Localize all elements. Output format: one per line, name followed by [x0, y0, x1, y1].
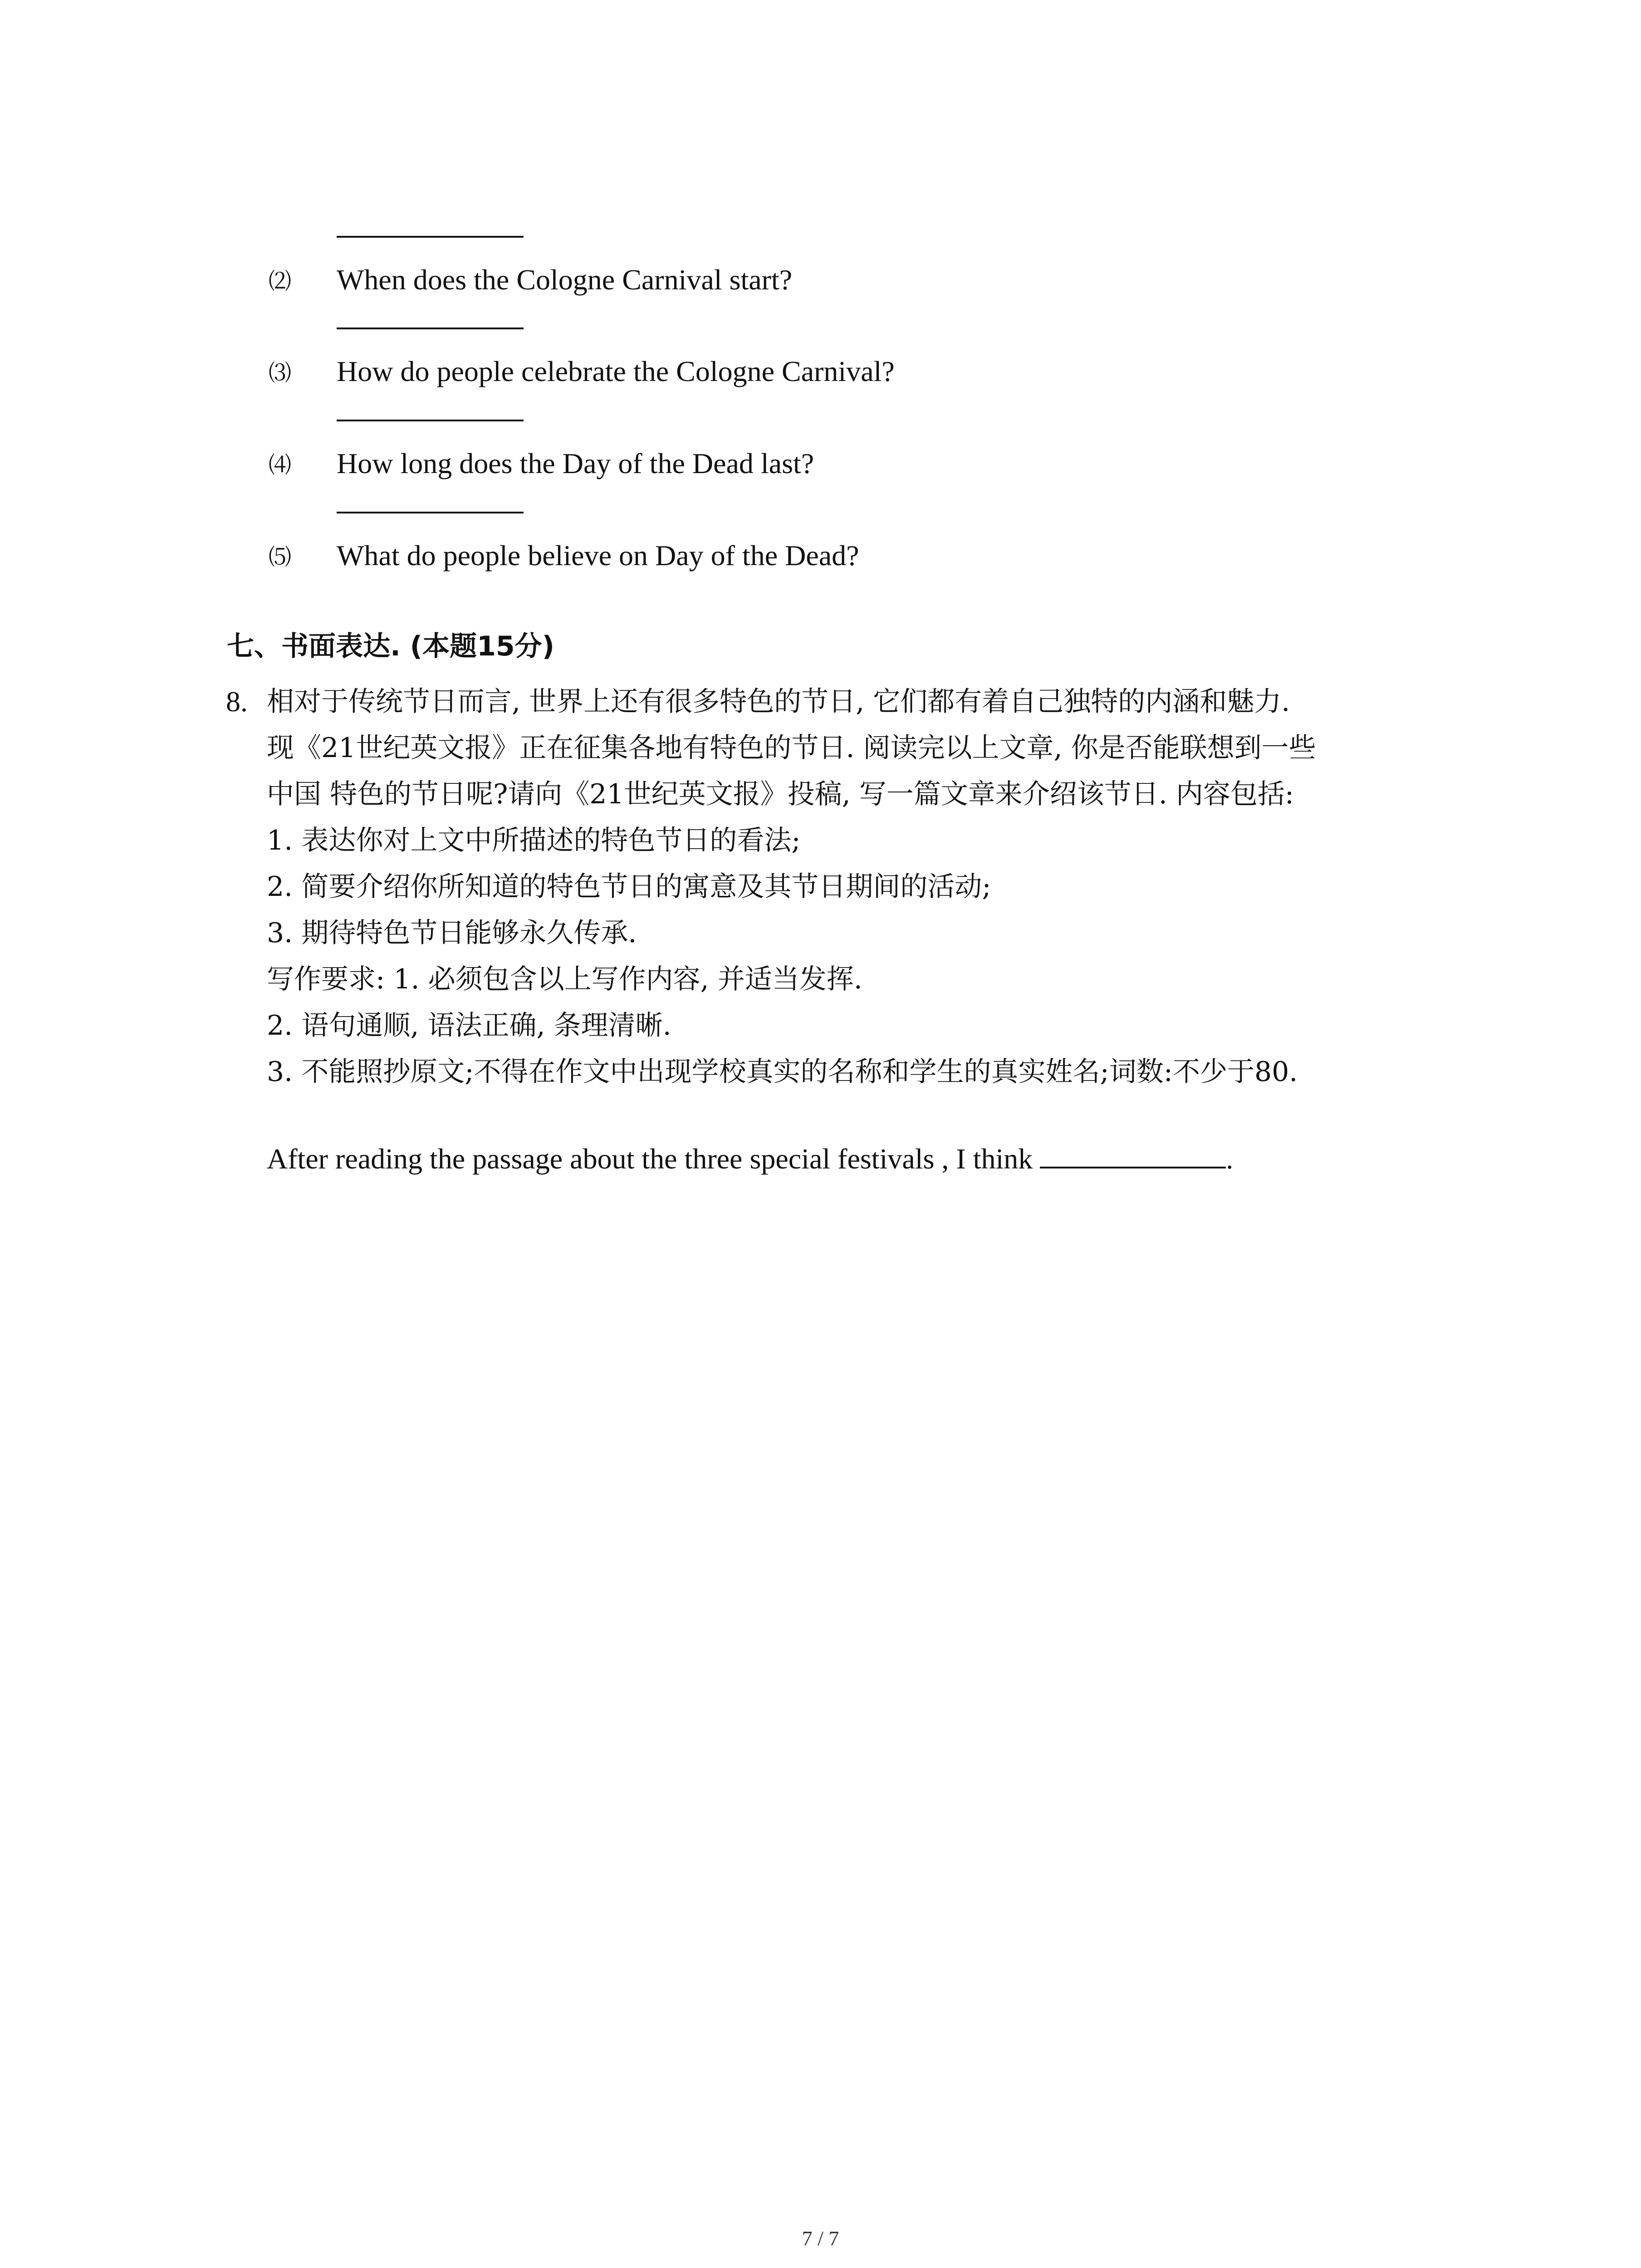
writing-requirement-1: 写作要求: 1. 必须包含以上写作内容, 并适当发挥.	[267, 963, 862, 995]
prompt-line-3: 中国 特色的节日呢?请向《21世纪英文报》投稿, 写一篇文章来介绍该节日. 内容包括:	[267, 778, 1294, 810]
question-text: When does the Cologne Carnival start?	[337, 264, 793, 296]
question-number: ⑶	[269, 360, 291, 386]
answer-blank	[337, 236, 524, 238]
question-8-number: 8.	[226, 685, 248, 718]
question-item-4	[0, 420, 1641, 497]
question-text: What do people believe on Day of the Dead?	[337, 539, 859, 572]
essay-blank	[1040, 1139, 1226, 1168]
question-text: How long does the Day of the Dead last?	[337, 447, 814, 479]
question-text: How do people celebrate the Cologne Carnival?	[337, 355, 895, 387]
essay-starter-text: After reading the passage about the three special festivals , I think	[267, 1143, 1033, 1175]
answer-blank	[337, 420, 524, 421]
requirement-1: 1. 表达你对上文中所描述的特色节日的看法;	[267, 825, 801, 856]
question-number: ⑵	[269, 268, 291, 294]
question-item-2	[0, 236, 1641, 313]
section-title: 七、书面表达. (本题15分)	[227, 631, 555, 662]
writing-requirement-2: 2. 语句通顺, 语法正确, 条理清晰.	[267, 1010, 671, 1041]
requirement-3: 3. 期待特色节日能够永久传承.	[267, 917, 637, 949]
question-item-5	[0, 512, 1641, 589]
question-number: ⑷	[269, 452, 291, 478]
prompt-line-2: 现《21世纪英文报》正在征集各地有特色的节日. 阅读完以上文章, 你是否能联想到一些	[267, 732, 1316, 764]
question-number: ⑸	[269, 544, 291, 570]
prompt-line-1: 相对于传统节日而言, 世界上还有很多特色的节日, 它们都有着自己独特的内涵和魅力.	[267, 686, 1290, 718]
requirement-2: 2. 简要介绍你所知道的特色节日的寓意及其节日期间的活动;	[267, 871, 991, 903]
answer-blank	[337, 327, 524, 329]
writing-requirement-3: 3. 不能照抄原文;不得在作文中出现学校真实的名称和学生的真实姓名;词数:不少于80.	[267, 1056, 1298, 1088]
question-item-3	[0, 327, 1641, 405]
page-number: 7 / 7	[802, 2227, 839, 2250]
answer-blank	[337, 512, 524, 513]
essay-starter	[267, 1139, 1233, 1179]
essay-starter-period: .	[1226, 1143, 1234, 1175]
